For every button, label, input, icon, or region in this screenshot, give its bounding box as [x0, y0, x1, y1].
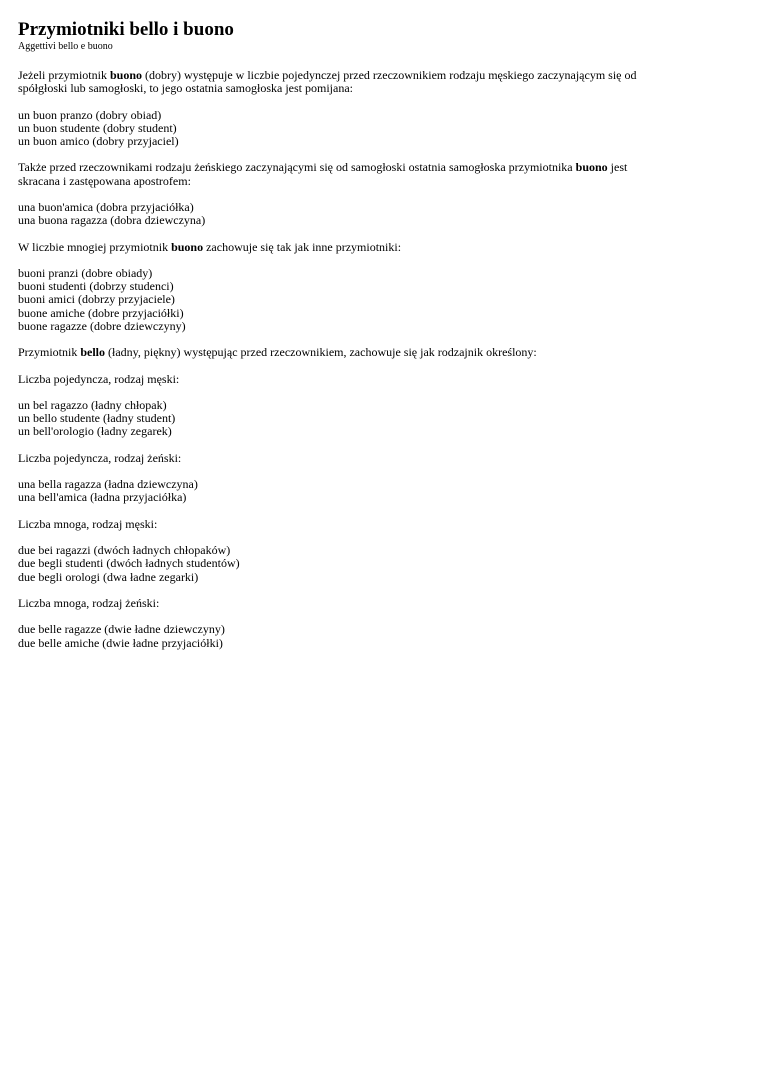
example-line: due belle ragazze (dwie ładne dziewczyny)	[18, 622, 225, 637]
example-line: un buon amico (dobry przyjaciel)	[18, 134, 179, 148]
example-line: un bell'orologio (ładny zegarek)	[18, 424, 172, 439]
section-heading-plural-feminine: Liczba mnoga, rodzaj żeński:	[18, 595, 160, 610]
example-line: un buon studente (dobry student)	[18, 120, 177, 135]
example-line: buoni pranzi (dobre obiady)	[18, 265, 153, 280]
example-line: due begli orologi (dwa ładne zegarki)	[18, 569, 199, 584]
page-title: Przymiotniki bello i buono	[18, 19, 234, 40]
examples-bello-plural-masculine	[18, 544, 668, 584]
paragraph-buono-plural	[18, 241, 668, 254]
paragraph-text: W liczbie mnogiej przymiotnik	[18, 239, 172, 254]
example-line: buone amiche (dobre przyjaciółki)	[18, 305, 184, 320]
keyword-buono: buono	[575, 160, 608, 175]
paragraph-text: Jeżeli przymiotnik	[18, 68, 110, 82]
section-heading-singular-masculine: Liczba pojedyncza, rodzaj męski:	[18, 371, 180, 386]
page-subtitle: Aggettivi bello e buono	[18, 41, 113, 52]
examples-buono-singular	[18, 109, 668, 149]
paragraph-buono-feminine	[18, 161, 668, 187]
paragraph-text: Przymiotnik	[18, 345, 81, 360]
example-line: un bel ragazzo (ładny chłopak)	[18, 397, 167, 412]
keyword-bello: bello	[80, 345, 106, 360]
keyword-buono: buono	[109, 68, 143, 82]
example-line: un bello studente (ładny student)	[18, 411, 176, 426]
paragraph-text: zachowuje się tak jak inne przymiotniki:	[203, 239, 402, 254]
example-line: una bell'amica (ładna przyjaciółka)	[18, 490, 187, 505]
paragraph-bello	[18, 346, 668, 359]
example-line: buone ragazze (dobre dziewczyny)	[18, 318, 186, 333]
paragraph-buono-singular	[18, 69, 668, 95]
example-line: buoni studenti (dobrzy studenci)	[18, 279, 174, 294]
paragraph-text: (dobry) występuje w liczbie pojedynczej przed rzeczownikiem rodzaju męskiego zaczynającym się od spółgłoski lub samogłoski, to jego ostatnia samogłoska jest pomijana:	[18, 68, 637, 96]
example-line: buoni amici (dobrzy przyjaciele)	[18, 292, 175, 307]
paragraph-text: jest skracana i zastępowana apostrofem:	[18, 160, 628, 188]
example-line: una buona ragazza (dobra dziewczyna)	[18, 213, 206, 228]
example-line: due belle amiche (dwie ładne przyjaciółki)	[18, 635, 223, 650]
examples-bello-singular-feminine	[18, 478, 668, 504]
paragraph-text: Także przed rzeczownikami rodzaju żeńskiego zaczynającymi się od samogłoski ostatnia samogłoska przymiotnika	[18, 160, 576, 175]
examples-buono-feminine	[18, 201, 668, 227]
examples-bello-singular-masculine	[18, 399, 668, 439]
example-line: una buon'amica (dobra przyjaciółka)	[18, 199, 194, 214]
example-line: una bella ragazza (ładna dziewczyna)	[18, 477, 198, 492]
section-heading-plural-masculine: Liczba mnoga, rodzaj męski:	[18, 516, 158, 531]
example-line: un buon pranzo (dobry obiad)	[18, 107, 162, 122]
example-line: due begli studenti (dwóch ładnych studentów)	[18, 556, 240, 571]
examples-buono-plural	[18, 267, 668, 333]
section-heading-singular-feminine: Liczba pojedyncza, rodzaj żeński:	[18, 450, 182, 465]
examples-bello-plural-feminine	[18, 623, 668, 649]
keyword-buono: buono	[171, 239, 204, 254]
paragraph-text: (ładny, piękny) występując przed rzeczownikiem, zachowuje się jak rodzajnik określony:	[105, 345, 537, 360]
example-line: due bei ragazzi (dwóch ładnych chłopaków)	[18, 543, 231, 558]
